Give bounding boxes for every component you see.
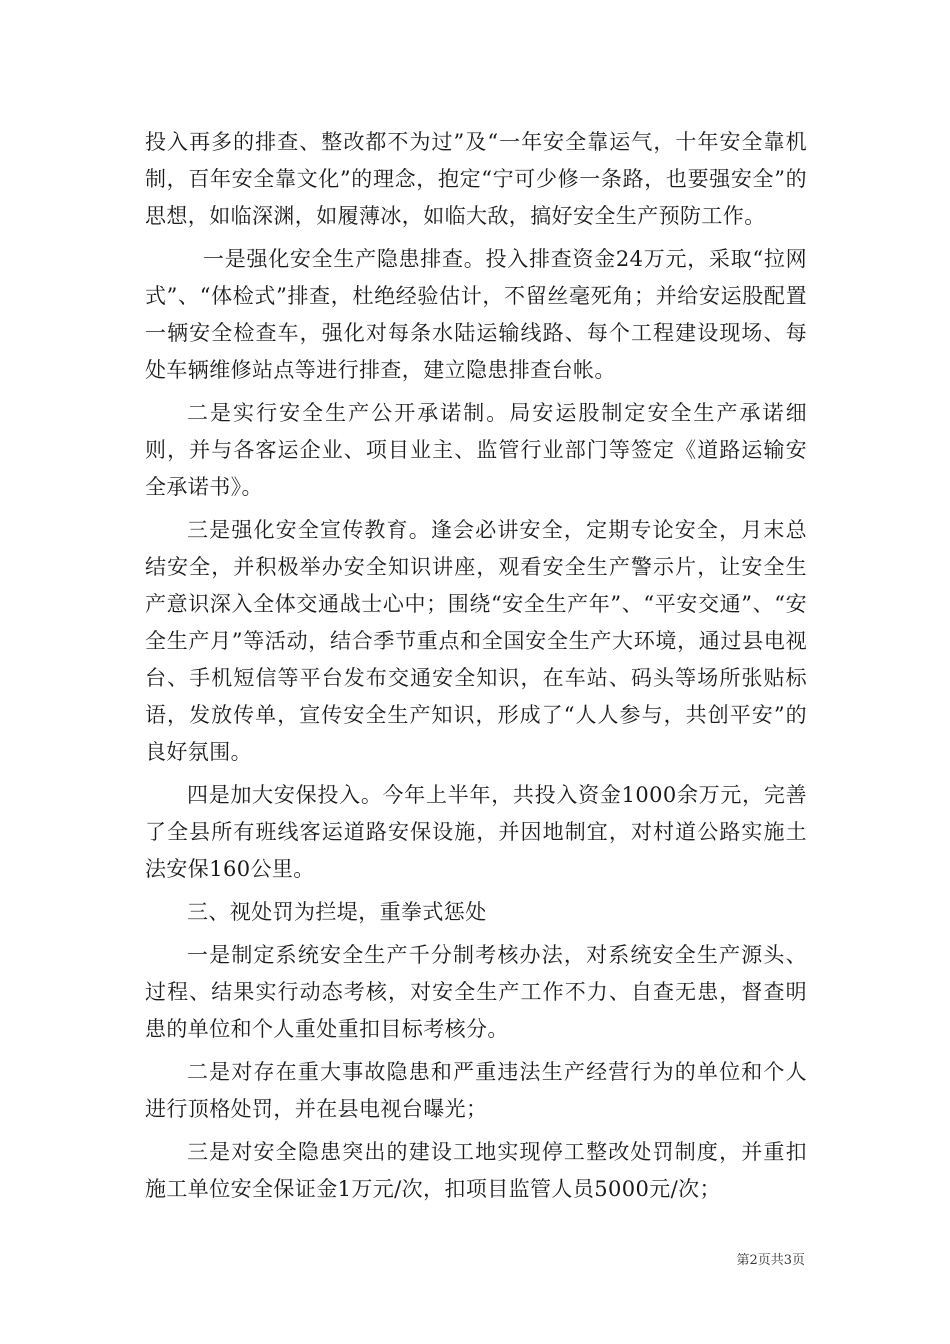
paragraph-hazard-inspection: 一是强化安全生产隐患排查。投入排查资金24万元，采取“拉网式”、“体检式”排查，杜绝经验估计，不留丝毫死角；并给安运股配置一辆安全检查车，强化对每条水陆运输线路、每个工程建设现场、每处车辆维修站点等进行排查，建立隐患排查台帐。 <box>145 247 807 382</box>
document-body <box>145 124 807 1214</box>
paragraph-safety-commitment: 二是实行安全生产公开承诺制。局安运股制定安全生产承诺细则，并与各客运企业、项目业主、监管行业部门等签定《道路运输安全承诺书》。 <box>145 401 807 499</box>
paragraph-intro-continuation: 投入再多的排查、整改都不为过”及“一年安全靠运气，十年安全靠机制，百年安全靠文化”的理念，抱定“宁可少修一条路，也要强安全”的思想，如临深渊，如履薄冰，如临大敌，搞好安全生产预防工作。 <box>145 130 807 228</box>
paragraph-work-stoppage: 三是对安全隐患突出的建设工地实现停工整改处罚制度，并重扣施工单位安全保证金1万元/次，扣项目监管人员5000元/次； <box>145 1140 807 1201</box>
paragraph-safety-investment: 四是加大安保投入。今年上半年，共投入资金1000余万元，完善了全县所有班线客运道路安保设施，并因地制宜，对村道公路实施土法安保160公里。 <box>145 783 807 881</box>
paragraph-safety-education: 三是强化安全宣传教育。逢会必讲安全，定期专论安全，月末总结安全，并积极举办安全知识讲座，观看安全生产警示片，让安全生产意识深入全体交通战士心中；围绕“安全生产年”、“平安交通”、“安全生产月”等活动，结合季节重点和全国安全生产大环境，通过县电视台、手机短信等平台发布交通安全知识，在车站、码头等场所张贴标语，发放传单，宣传安全生产知识，形成了“人人参与，共创平安”的良好氛围。 <box>145 518 807 764</box>
paragraph-assessment-method: 一是制定系统安全生产千分制考核办法，对系统安全生产源头、过程、结果实行动态考核，对安全生产工作不力、自查无患，督查明患的单位和个人重处重扣目标考核分。 <box>145 943 807 1041</box>
paragraph-maximum-penalty: 二是对存在重大事故隐患和严重违法生产经营行为的单位和个人进行顶格处罚，并在县电视台曝光； <box>145 1060 807 1121</box>
section-heading-penalties: 三、视处罚为拦堤，重拳式惩处 <box>187 900 487 924</box>
page-number: 第2页共3页 <box>736 1253 805 1268</box>
